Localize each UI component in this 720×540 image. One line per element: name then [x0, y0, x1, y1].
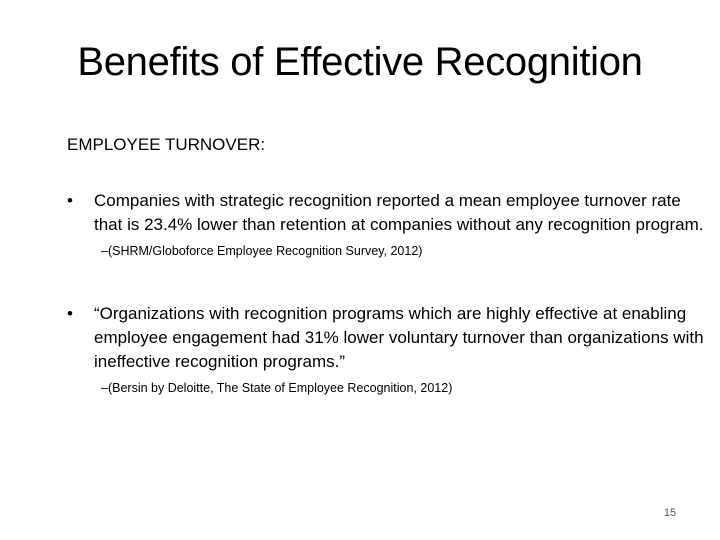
bullet-row	[67, 302, 707, 374]
bullet-marker: •	[67, 304, 73, 323]
bullet-item-2	[67, 302, 707, 396]
slide-title: Benefits of Effective Recognition	[77, 40, 643, 84]
bullet-text: “Organizations with recognition programs which are highly effective at enabling employee engagement had 31% lower voluntary turnover than organizations with ineffective recognition programs.”	[94, 304, 704, 371]
bullet-citation: –(SHRM/Globoforce Employee Recognition Survey, 2012)	[101, 244, 423, 258]
section-heading: EMPLOYEE TURNOVER:	[67, 135, 266, 154]
bullet-item-1	[67, 189, 707, 259]
bullet-citation: –(Bersin by Deloitte, The State of Employee Recognition, 2012)	[101, 381, 453, 395]
bullet-row	[67, 189, 707, 237]
page-number: 15	[663, 507, 677, 519]
bullet-text: Companies with strategic recognition reported a mean employee turnover rate that is 23.4% lower than retention at companies without any recognition program.	[94, 191, 704, 234]
bullet-marker: •	[67, 191, 73, 210]
